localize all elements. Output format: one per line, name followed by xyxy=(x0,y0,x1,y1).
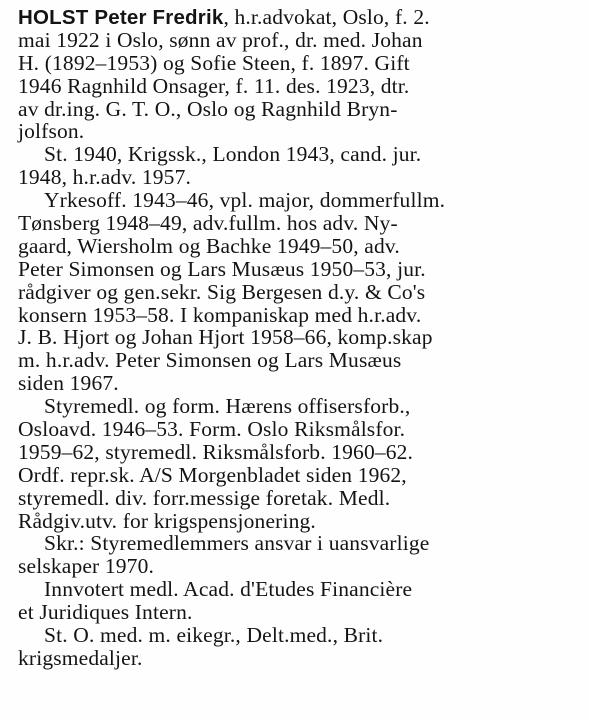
entry-line-4: 1946 Ragnhild Onsager, f. 11. des. 1923, dtr. xyxy=(18,73,410,98)
career-line-6: konsern 1953–58. I kompaniskap med h.r.adv. xyxy=(18,302,422,327)
career-line-5: rådgiver og gen.sekr. Sig Bergesen d.y. & Co's xyxy=(18,279,426,304)
career-line-9: siden 1967. xyxy=(18,371,119,396)
boards-line-4: Ordf. repr.sk. A/S Morgenbladet siden 1962, xyxy=(18,462,407,487)
decorations-line-1: St. O. med. m. eikegr., Delt.med., Brit. xyxy=(44,623,384,648)
membership-line-1: Innvotert medl. Acad. d'Etudes Financière xyxy=(44,577,413,602)
entry-line-1 xyxy=(18,6,578,29)
writings-line-1: Skr.: Styremedlemmers ansvar i uansvarlige xyxy=(44,531,430,556)
boards-line-2: Osloavd. 1946–53. Form. Oslo Riksmålsfor. xyxy=(18,417,406,442)
boards-line-3: 1959–62, styremedl. Riksmålsforb. 1960–62. xyxy=(18,439,414,464)
writings-line-2: selskaper 1970. xyxy=(18,554,154,579)
decorations-line-2: krigsmedaljer. xyxy=(18,645,143,670)
boards-line-6: Rådgiv.utv. for krigspensjonering. xyxy=(18,508,316,533)
person-name: HOLST Peter Fredrik xyxy=(18,6,224,29)
boards-line-1: Styremedl. og form. Hærens offisersforb., xyxy=(44,394,411,419)
entry-line-6: jolfson. xyxy=(18,119,85,144)
career-line-7: J. B. Hjort og Johan Hjort 1958–66, komp.skap xyxy=(18,325,433,350)
career-line-4: Peter Simonsen og Lars Musæus 1950–53, jur. xyxy=(18,256,426,281)
biography-entry xyxy=(18,6,578,670)
entry-line-3: H. (1892–1953) og Sofie Steen, f. 1897. Gift xyxy=(18,50,410,75)
career-line-1: Yrkesoff. 1943–46, vpl. major, dommerfullm. xyxy=(44,188,446,213)
career-line-8: m. h.r.adv. Peter Simonsen og Lars Musæus xyxy=(18,348,402,373)
education-line-2: 1948, h.r.adv. 1957. xyxy=(18,165,191,190)
membership-line-2: et Juridiques Intern. xyxy=(18,600,193,625)
entry-line-5: av dr.ing. G. T. O., Oslo og Ragnhild Bryn- xyxy=(18,96,398,121)
career-line-3: gaard, Wiersholm og Bachke 1949–50, adv. xyxy=(18,233,400,258)
entry-line-2: mai 1922 i Oslo, sønn av prof., dr. med. Johan xyxy=(18,27,423,52)
boards-line-5: styremedl. div. forr.messige foretak. Medl. xyxy=(18,485,391,510)
career-line-2: Tønsberg 1948–49, adv.fullm. hos adv. Ny- xyxy=(18,211,398,236)
entry-text-line-1: , h.r.advokat, Oslo, f. 2. xyxy=(223,5,430,29)
education-line-1: St. 1940, Krigssk., London 1943, cand. jur. xyxy=(44,142,422,167)
